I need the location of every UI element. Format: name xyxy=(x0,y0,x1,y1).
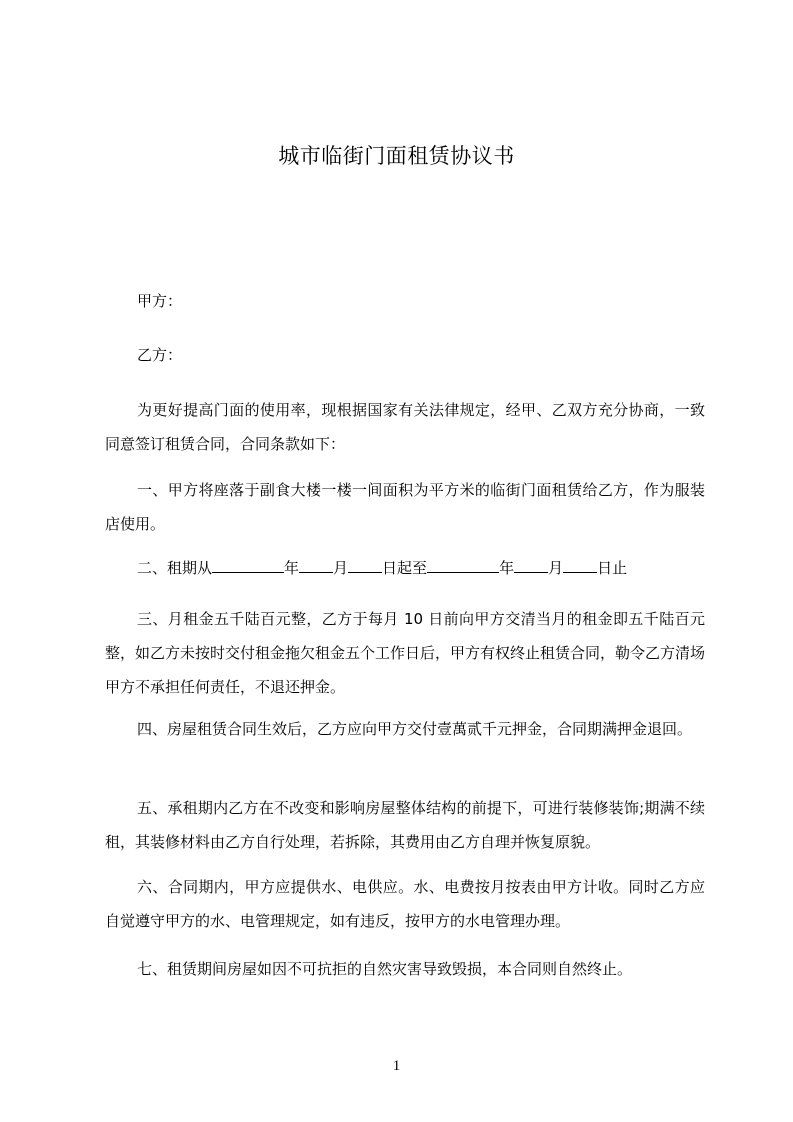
clause-2-day-from: 日起至 xyxy=(382,559,428,577)
clause-7-paragraph: 七、租赁期间房屋如因不可抗拒的自然灾害导致毁损，本合同则自然终止。 xyxy=(137,960,633,978)
clause-1-paragraph: 一、甲方将座落于副食大楼一楼一间面积为平方米的临街门面租赁给乙方，作为服装店使用。 xyxy=(105,481,705,533)
page-number: 1 xyxy=(392,1058,401,1074)
clause-2-month-1: 月 xyxy=(333,559,349,577)
end-month-blank xyxy=(514,557,548,573)
clause-2-line xyxy=(137,557,627,578)
clause-2-year-1: 年 xyxy=(284,559,300,577)
clause-2-month-2: 月 xyxy=(548,559,564,577)
clause-4-paragraph: 四、房屋租赁合同生效后，乙方应向甲方交付壹萬贰千元押金，合同期满押金退回。 xyxy=(137,720,693,738)
clause-6-paragraph: 六、合同期内，甲方应提供水、电供应。水、电费按月按表由甲方计收。同时乙方应自觉遵守甲方的水、电管理规定，如有违反，按甲方的水电管理办理。 xyxy=(105,878,705,930)
start-day-blank xyxy=(348,557,382,573)
preamble-paragraph: 为更好提高门面的使用率，现根据国家有关法律规定，经甲、乙双方充分协商，一致同意签订租赁合同，合同条款如下： xyxy=(105,401,705,453)
start-month-blank xyxy=(299,557,333,573)
end-day-blank xyxy=(563,557,597,573)
clause-3-paragraph: 三、月租金五千陆百元整，乙方于每月 10 日前向甲方交清当月的租金即五千陆百元整，如乙方未按时交付租金拖欠租金五个工作日后，甲方有权终止租赁合同，勒令乙方清场甲方不承担任何责任，不退还押金。 xyxy=(105,610,706,696)
party-b-label: 乙方： xyxy=(137,346,183,364)
party-a-label: 甲方： xyxy=(137,292,183,310)
end-year-blank xyxy=(427,557,499,573)
document-title: 城市临街门面租赁协议书 xyxy=(278,144,515,168)
start-year-blank xyxy=(212,557,284,573)
clause-2-year-2: 年 xyxy=(499,559,515,577)
clause-2-prefix: 二、租期从 xyxy=(137,559,213,577)
clause-5-paragraph: 五、承租期内乙方在不改变和影响房屋整体结构的前提下，可进行装修装饰;期满不续租，其装修材料由乙方自行处理，若拆除，其费用由乙方自理并恢复原貌。 xyxy=(105,799,705,851)
clause-2-day-to: 日止 xyxy=(597,559,628,577)
